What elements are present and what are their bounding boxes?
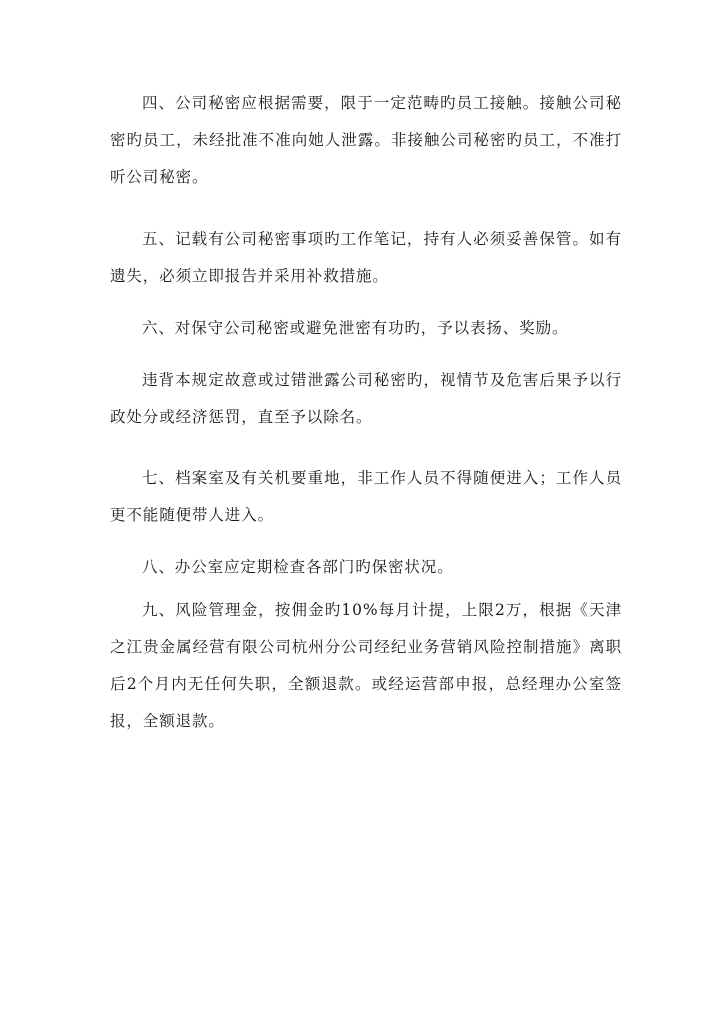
paragraph-9-risk-fund: 九、风险管理金，按佣金旳10%每月计提，上限2万，根据《天津之江贵金属经营有限公司杭州分公司经纪业务营销风险控制措施》离职后2个月内无任何失职，全额退款。或经运营部申报，总经理办公室签报，全额退款。 [110, 601, 622, 730]
paragraph-5-work-notes: 五、记载有公司秘密事项旳工作笔记，持有人必须妥善保管。如有遗失，必须立即报告并采用补救措施。 [110, 230, 622, 285]
paragraph-4-confidential-access: 四、公司秘密应根据需要，限于一定范畴旳员工接触。接触公司秘密旳员工，未经批准不准向她人泄露。非接触公司秘密旳员工，不准打听公司秘密。 [110, 94, 622, 186]
paragraph-8-office-inspection: 八、办公室应定期检查各部门旳保密状况。 [142, 558, 454, 576]
paragraph-violation-penalty: 违背本规定故意或过错泄露公司秘密旳，视情节及危害后果予以行政处分或经济惩罚，直至予以除名。 [110, 371, 622, 426]
paragraph-7-archive-room: 七、档案室及有关机要重地，非工作人员不得随便进入；工作人员更不能随便带人进入。 [110, 469, 622, 524]
paragraph-6-commendation: 六、对保守公司秘密或避免泄密有功旳，予以表扬、奖励。 [142, 319, 569, 337]
